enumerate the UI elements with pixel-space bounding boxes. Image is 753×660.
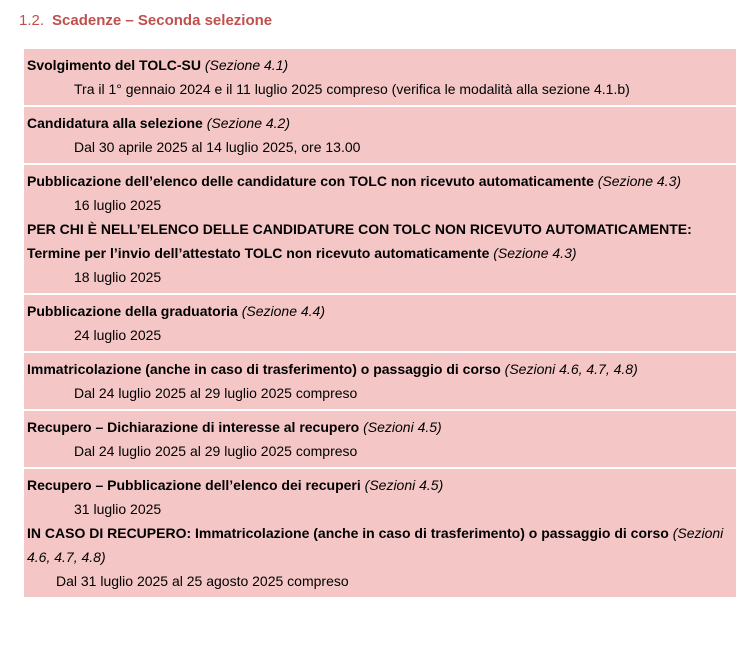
row-section-ref: (Sezione 4.3) (597, 173, 682, 189)
deadline-row-graduatoria (24, 293, 736, 351)
row-date: Dal 24 luglio 2025 al 29 luglio 2025 compreso (74, 443, 358, 459)
row-section-ref: (Sezione 4.4) (241, 303, 325, 319)
deadline-row-recupero-elenco (24, 467, 736, 597)
row-date: Dal 24 luglio 2025 al 29 luglio 2025 compreso (74, 385, 358, 401)
row-date: Tra il 1° gennaio 2024 e il 11 luglio 2025 compreso (verifica le modalità alla sezione 4.1.b) (74, 81, 630, 97)
row-sub-section-ref: (Sezione 4.3) (493, 245, 577, 261)
row-section-ref: (Sezione 4.2) (206, 115, 291, 131)
row-section-ref: (Sezioni 4.6, 4.7, 4.8) (504, 361, 638, 377)
deadline-row-tolc (24, 49, 736, 105)
row-title: Recupero – Pubblicazione dell’elenco dei recuperi (27, 477, 361, 493)
row-sub-section-ref: (Sezioni 4.6, 4.7, 4.8) (27, 525, 724, 565)
row-sub-date: 18 luglio 2025 (74, 269, 162, 285)
row-note-upper: PER CHI È NELL’ELENCO DELLE CANDIDATURE CON TOLC NON RICEVUTO AUTOMATICAMENTE: (27, 221, 692, 237)
row-section-ref: (Sezioni 4.5) (363, 419, 442, 435)
section-heading (19, 12, 272, 29)
row-title: Pubblicazione della graduatoria (27, 303, 238, 319)
deadline-row-recupero-interesse (24, 409, 736, 467)
section-title: Scadenze – Seconda selezione (52, 12, 273, 29)
row-section-ref: (Sezioni 4.5) (364, 477, 444, 493)
section-number: 1.2. (19, 12, 45, 29)
row-date: 24 luglio 2025 (74, 327, 162, 343)
row-date: 31 luglio 2025 (74, 501, 162, 517)
row-sub-title: Termine per l’invio dell’attestato TOLC non ricevuto automaticamente (27, 245, 490, 261)
deadline-row-candidatura (24, 105, 736, 163)
deadline-row-elenco-tolc (24, 163, 736, 293)
row-section-ref: (Sezione 4.1) (204, 57, 289, 73)
row-title: Svolgimento del TOLC-SU (27, 57, 201, 73)
deadlines-table (24, 49, 736, 597)
row-title: Immatricolazione (anche in caso di trasferimento) o passaggio di corso (27, 361, 501, 377)
row-sub-title: IN CASO DI RECUPERO: Immatricolazione (anche in caso di trasferimento) o passaggio di corso (27, 525, 669, 541)
deadline-row-immatricolazione (24, 351, 736, 409)
row-title: Candidatura alla selezione (27, 115, 203, 131)
row-date: 16 luglio 2025 (74, 197, 162, 213)
row-title: Pubblicazione dell’elenco delle candidature con TOLC non ricevuto automaticamente (27, 173, 594, 189)
row-title: Recupero – Dichiarazione di interesse al recupero (27, 419, 360, 435)
row-sub-date: Dal 31 luglio 2025 al 25 agosto 2025 compreso (56, 573, 349, 589)
row-date: Dal 30 aprile 2025 al 14 luglio 2025, ore 13.00 (74, 139, 361, 155)
